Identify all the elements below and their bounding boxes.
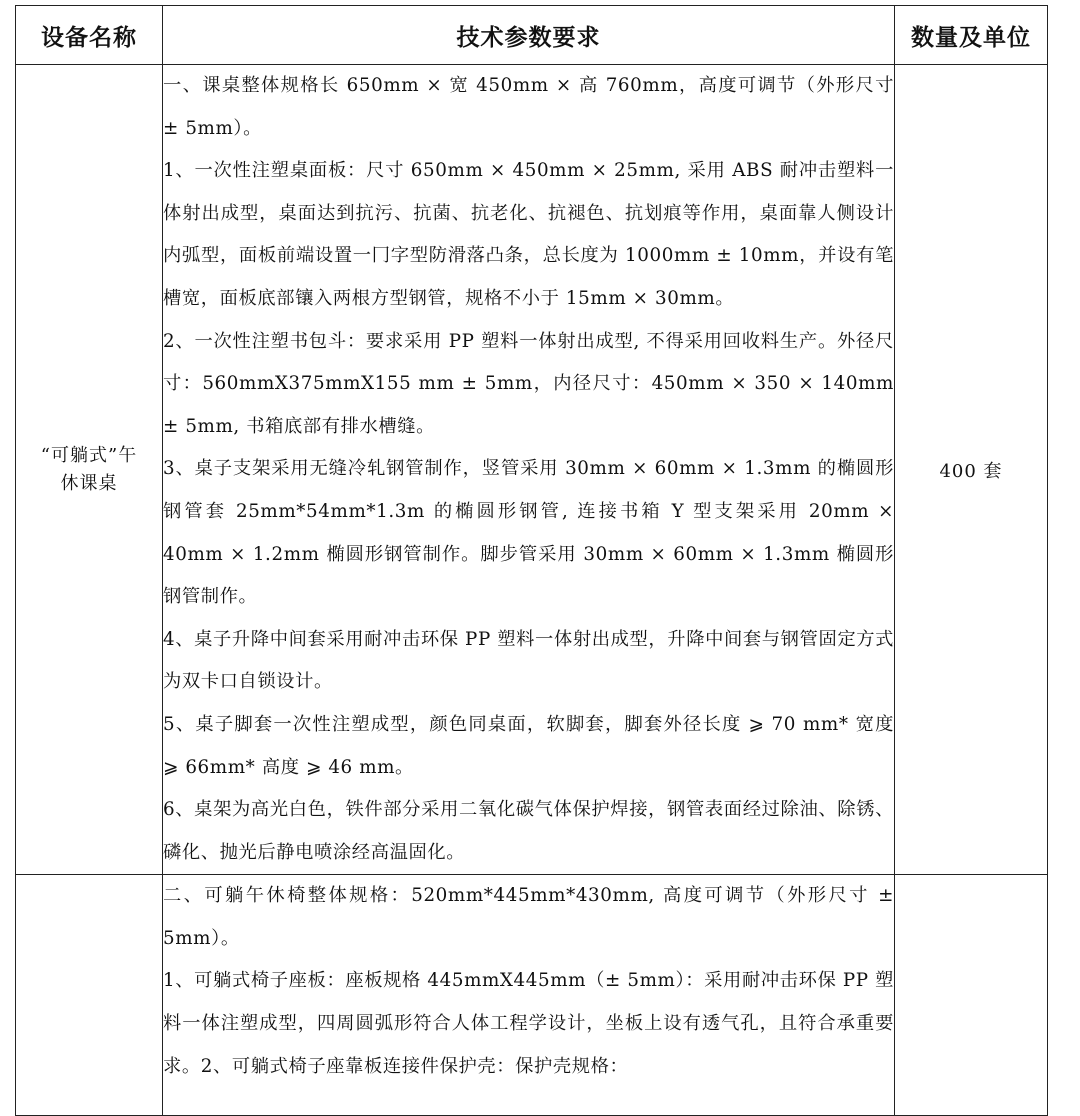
spec-paragraph: 1、可躺式椅子座板：座板规格 445mmX445mm（± 5mm）：采用耐冲击环保 PP 塑料一体注塑成型，四周圆弧形符合人体工程学设计，坐板上设有透气孔，且符合承重要求。2、可躺式椅子座靠板连接件保护壳：保护壳规格： xyxy=(163,970,894,1077)
spec-paragraph: 5、桌子脚套一次性注塑成型，颜色同桌面，软脚套，脚套外径长度 ⩾ 70 mm* 宽度 ⩾ 66mm* 高度 ⩾ 46 mm。 xyxy=(163,713,894,778)
spec-cell xyxy=(163,65,895,875)
spec-table-frame xyxy=(15,5,1047,1105)
spec-paragraph: 6、桌架为高光白色，铁件部分采用二氧化碳气体保护焊接，钢管表面经过除油、除锈、磷化、抛光后静电喷涂经高温固化。 xyxy=(163,799,894,863)
spec-paragraph: 1、一次性注塑桌面板：尺寸 650mm × 450mm × 25mm, 采用 ABS 耐冲击塑料一体射出成型，桌面达到抗污、抗菌、抗老化、抗褪色、抗划痕等作用，桌面靠人侧设计内弧型，面板前端设置一冂字型防滑落凸条，总长度为 1000mm ± 10mm，并设有笔槽宽，面板底部镶入两根方型钢管，规格不小于 15mm × 30mm。 xyxy=(163,160,894,309)
header-equipment-name: 设备名称 xyxy=(16,6,163,65)
equipment-name: “可躺式”午休课桌 xyxy=(40,444,138,494)
equipment-name-cell xyxy=(16,65,163,875)
spec-paragraph: 4、桌子升降中间套采用耐冲击环保 PP 塑料一体射出成型，升降中间套与钢管固定方式为双卡口自锁设计。 xyxy=(163,628,894,693)
quantity-cell xyxy=(895,65,1048,875)
spec-table xyxy=(15,5,1048,1116)
spec-paragraph: 2、一次性注塑书包斗：要求采用 PP 塑料一体射出成型, 不得采用回收料生产。外径尺寸：560mmX375mmX155 mm ± 5mm，内径尺寸：450mm × 350 × 140mm ± 5mm, 书箱底部有排水槽缝。 xyxy=(163,330,894,437)
quantity-value: 400 套 xyxy=(939,460,1003,482)
spec-cell xyxy=(163,875,895,1116)
equipment-name-cell xyxy=(16,875,163,1116)
table-row xyxy=(16,65,1048,875)
spec-paragraph: 二、可躺午休椅整体规格：520mm*445mm*430mm, 高度可调节（外形尺寸 ± 5mm）。 xyxy=(163,885,894,949)
header-quantity-unit: 数量及单位 xyxy=(895,6,1048,65)
spec-paragraph: 一、课桌整体规格长 650mm × 宽 450mm × 高 760mm，高度可调节（外形尺寸 ± 5mm）。 xyxy=(163,75,894,139)
spec-paragraph: 3、桌子支架采用无缝冷轧钢管制作，竖管采用 30mm × 60mm × 1.3mm 的椭圆形钢管套 25mm*54mm*1.3m 的椭圆形钢管, 连接书箱 Y 型支架采用 20mm × 40mm × 1.2mm 椭圆形钢管制作。脚步管采用 30mm × 60mm × 1.3mm 椭圆形钢管制作。 xyxy=(163,458,894,608)
header-technical-spec: 技术参数要求 xyxy=(163,6,895,65)
header-row xyxy=(16,6,1048,65)
table-row xyxy=(16,875,1048,1116)
quantity-cell xyxy=(895,875,1048,1116)
